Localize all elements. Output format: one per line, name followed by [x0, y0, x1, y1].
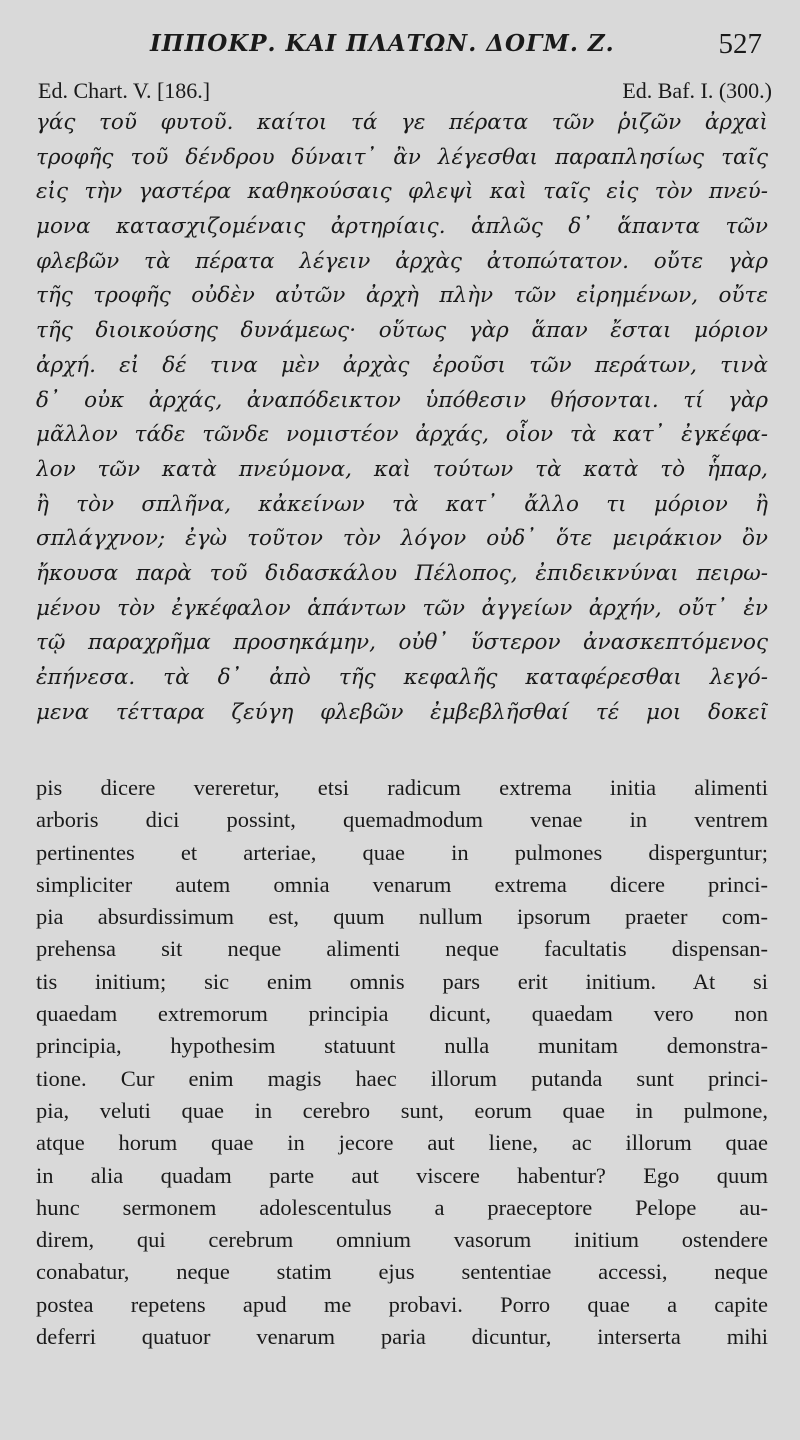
edition-basel: Ed. Baf. I. (300.): [622, 78, 772, 103]
greek-text-line: ἐπήνεσα. τὰ δ᾽ ἀπὸ τῆς κεφαλῆς καταφέρεσθαι λεγό-: [36, 665, 768, 690]
greek-text-line: λον τῶν κατὰ πνεύμονα, καὶ τούτων τὰ κατὰ τὸ ἧπαρ,: [36, 456, 768, 482]
latin-text-line: pertinentes et arteriae, quae in pulmones disperguntur;: [36, 839, 768, 865]
greek-text-line: φλεβῶν τὰ πέρατα λέγειν ἀρχὰς ἀτοπώτατον. οὔτε γὰρ: [36, 248, 768, 274]
greek-text-line: τῆς τροφῆς οὐδὲν αὐτῶν ἀρχὴ πλὴν τῶν εἰρημένων, οὔτε: [36, 283, 768, 309]
latin-text-line: tis initium; sic enim omnis pars erit initium. At si: [36, 968, 768, 994]
greek-text-line: ἢ τὸν σπλῆνα, κἀκείνων τὰ κατ᾽ ἄλλο τι μόριον ἢ: [36, 491, 768, 517]
greek-text-line: σπλάγχνον; ἐγὼ τοῦτον τὸν λόγον οὐδ᾽ ὅτε μειράκιον ὂν: [36, 526, 768, 552]
latin-text-line: pia absurdissimum est, quum nullum ipsorum praeter com-: [36, 904, 768, 930]
latin-text-line: hunc sermonem adolescentulus a praeceptore Pelope au-: [36, 1194, 768, 1220]
latin-text-line: postea repetens apud me probavi. Porro quae a capite: [36, 1291, 768, 1317]
running-title: ΙΠΠΟΚΡ. ΚΑΙ ΠΛΑΤΩΝ. ΔΟΓΜ. Ζ.: [150, 30, 615, 57]
latin-text-line: atque horum quae in jecore aut liene, ac illorum quae: [36, 1130, 768, 1156]
latin-text-line: in alia quadam parte aut viscere habentur? Ego quum: [36, 1162, 768, 1188]
greek-text-line: μᾶλλον τάδε τῶνδε νομιστέον ἀρχάς, οἷον τὰ κατ᾽ ἐγκέφα-: [36, 422, 768, 448]
greek-text-line: μένου τὸν ἐγκέφαλον ἁπάντων τῶν ἀγγείων ἀρχήν, οὔτ᾽ ἐν: [36, 595, 768, 621]
greek-text-line: ἀρχή. εἰ δέ τινα μὲν ἀρχὰς ἐροῦσι τῶν περάτων, τινὰ: [36, 352, 768, 378]
page-number: 527: [718, 28, 762, 60]
latin-text-line: pis dicere vereretur, etsi radicum extrema initia alimenti: [36, 775, 768, 800]
edition-chartier: Ed. Chart. V. [186.]: [38, 78, 211, 103]
greek-text-line: τῆς διοικούσης δυνάμεως· οὕτως γὰρ ἅπαν ἔσται μόριον: [36, 318, 768, 344]
latin-text-line: deferri quatuor venarum paria dicuntur, interserta mihi: [36, 1324, 768, 1350]
page-header: [0, 28, 800, 68]
latin-text-line: tione. Cur enim magis haec illorum putanda sunt princi-: [36, 1065, 768, 1091]
latin-text-line: pia, veluti quae in cerebro sunt, eorum quae in pulmone,: [36, 1097, 768, 1123]
greek-text-line: γάς τοῦ φυτοῦ. καίτοι τά γε πέρατα τῶν ῥιζῶν ἀρχαὶ: [36, 110, 768, 135]
latin-text-block: [36, 772, 768, 1353]
greek-text-line: μονα κατασχιζομέναις ἀρτηρίαις. ἁπλῶς δ᾽ ἅπαντα τῶν: [36, 214, 768, 240]
greek-text-line: εἰς τὴν γαστέρα καθηκούσαις φλεψὶ καὶ ταῖς εἰς τὸν πνεύ-: [36, 179, 768, 205]
greek-text-line: μενα τέτταρα ζεύγη φλεβῶν ἐμβεβλῆσθαί τέ μοι δοκεῖ: [36, 699, 768, 725]
greek-text-line: δ᾽ οὐκ ἀρχάς, ἀναπόδεικτον ὑπόθεσιν θήσονται. τί γὰρ: [36, 387, 768, 413]
greek-text-line: τροφῆς τοῦ δένδρου δύναιτ᾽ ἂν λέγεσθαι παραπλησίως ταῖς: [36, 144, 768, 170]
latin-text-line: simpliciter autem omnia venarum extrema dicere princi-: [36, 871, 768, 897]
latin-text-line: arboris dici possint, quemadmodum venae in ventrem: [36, 807, 768, 833]
greek-text-block: [36, 106, 768, 730]
latin-text-line: principia, hypothesim statuunt nulla munitam demonstra-: [36, 1033, 768, 1059]
greek-text-line: ἤκουσα παρὰ τοῦ διδασκάλου Πέλοπος, ἐπιδεικνύναι πειρω-: [36, 560, 768, 586]
latin-text-line: prehensa sit neque alimenti neque facultatis dispensan-: [36, 936, 768, 962]
latin-text-line: quaedam extremorum principia dicunt, quaedam vero non: [36, 1001, 768, 1027]
edition-references: [38, 78, 772, 108]
latin-text-line: direm, qui cerebrum omnium vasorum initium ostendere: [36, 1227, 768, 1253]
greek-text-line: τῷ παραχρῆμα προσηκάμην, οὐθ᾽ ὕστερον ἀνασκεπτόμενος: [36, 630, 768, 656]
latin-text-line: conabatur, neque statim ejus sententiae accessi, neque: [36, 1259, 768, 1285]
